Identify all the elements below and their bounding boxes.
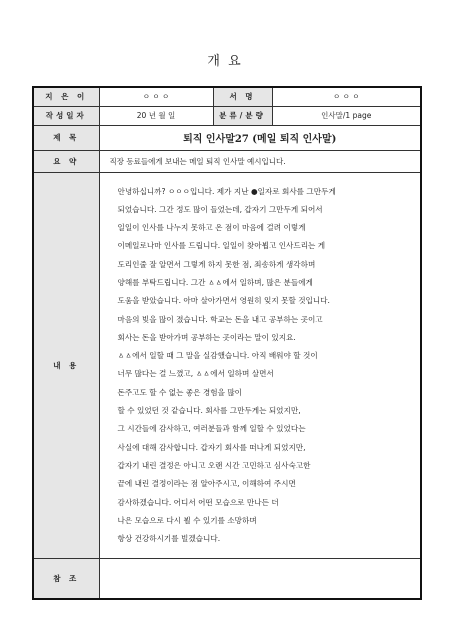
content-line: 항상 건강하시기를 빌겠습니다.: [117, 534, 221, 544]
category-label: 분류/분량: [213, 106, 272, 125]
content-line: 돈주고도 할 수 없는 좋은 경험을 많이: [117, 387, 243, 397]
content-line: 되었습니다. 그간 정도 많이 들었는데, 갑자기 그만두게 되어서: [117, 204, 323, 214]
page-title: 개 요: [207, 54, 243, 69]
signature-value: ㅇ ㅇ ㅇ: [272, 87, 421, 106]
reference-label: 참 조: [33, 559, 99, 599]
content-line: 할 수 있었던 것 같습니다. 회사를 그만두게는 되었지만,: [117, 406, 301, 416]
content-line: 일일이 인사를 나누지 못하고 온 점이 마음에 걸려 이렇게: [117, 223, 306, 233]
content-line: 마음의 빚을 많이 졌습니다. 학교는 돈을 내고 공부하는 곳이고: [117, 314, 323, 324]
content-line: 사실에 대해 감사합니다. 갑자기 회사를 떠나게 되었지만,: [117, 442, 306, 452]
content-row: [33, 172, 421, 559]
title-row: [33, 125, 421, 150]
content-line: 끝에 내린 결정이라는 점 알아주시고, 이해하여 주시면: [117, 479, 296, 489]
summary-value: 직장 동료들에게 보내는 메일 퇴직 인사말 예시입니다.: [99, 150, 421, 172]
author-row: [33, 87, 421, 106]
content-line: 안녕하십니까? ㅇㅇㅇ입니다. 제가 지난 ●일자로 회사를 그만두게: [117, 186, 336, 196]
content-line: 그 시간들에 감사하고, 여러분들과 함께 일할 수 있었다는: [117, 424, 306, 434]
content-line: 도움을 받았습니다. 아마 살아가면서 영원히 잊지 못할 것입니다.: [117, 296, 330, 306]
reference-row: [33, 559, 421, 599]
content-line: 갑자기 내린 결정은 아니고 오랜 시간 고민하고 심사숙고한: [117, 460, 311, 470]
signature-label: 서 명: [213, 87, 272, 106]
summary-label: 요 약: [33, 150, 99, 172]
date-label: 작성일자: [33, 106, 99, 125]
content-body: [99, 172, 421, 559]
content-line: 너무 많다는 걸 느꼈고, ㅿㅿ에서 일하며 살면서: [117, 369, 274, 379]
content-label: 내 용: [33, 172, 99, 559]
title-value: 퇴직 인사말27 (메일 퇴직 인사말): [99, 125, 421, 150]
document-form-table: [32, 86, 422, 600]
category-value: 인사말/1 page: [272, 106, 421, 125]
content-line: 나은 모습으로 다시 뵐 수 있기를 소망하며: [117, 515, 257, 525]
summary-row: [33, 150, 421, 172]
content-line: ㅿㅿ에서 일할 때 그 말을 실감했습니다. 아직 배워야 할 것이: [117, 351, 318, 361]
content-line: 회사는 돈을 받아가며 공부하는 곳이라는 말이 있지요.: [117, 332, 296, 342]
date-value: 20 년 월 일: [99, 106, 213, 125]
author-label: 지 은 이: [33, 87, 99, 106]
reference-value: [99, 559, 421, 599]
title-label: 제 목: [33, 125, 99, 150]
content-line: 이메일로나마 인사를 드립니다. 일일이 찾아뵙고 인사드리는 게: [117, 241, 326, 251]
author-value: ㅇ ㅇ ㅇ: [99, 87, 213, 106]
content-line: 도리인줄 잘 알면서 그렇게 하지 못한 점, 죄송하게 생각하며: [117, 259, 316, 269]
content-line: 양해를 부탁드립니다. 그간 ㅿㅿ에서 일하며, 많은 분들에게: [117, 277, 313, 287]
date-row: [33, 106, 421, 125]
content-line: 감사하겠습니다. 어디서 어떤 모습으로 만나든 더: [117, 497, 279, 507]
